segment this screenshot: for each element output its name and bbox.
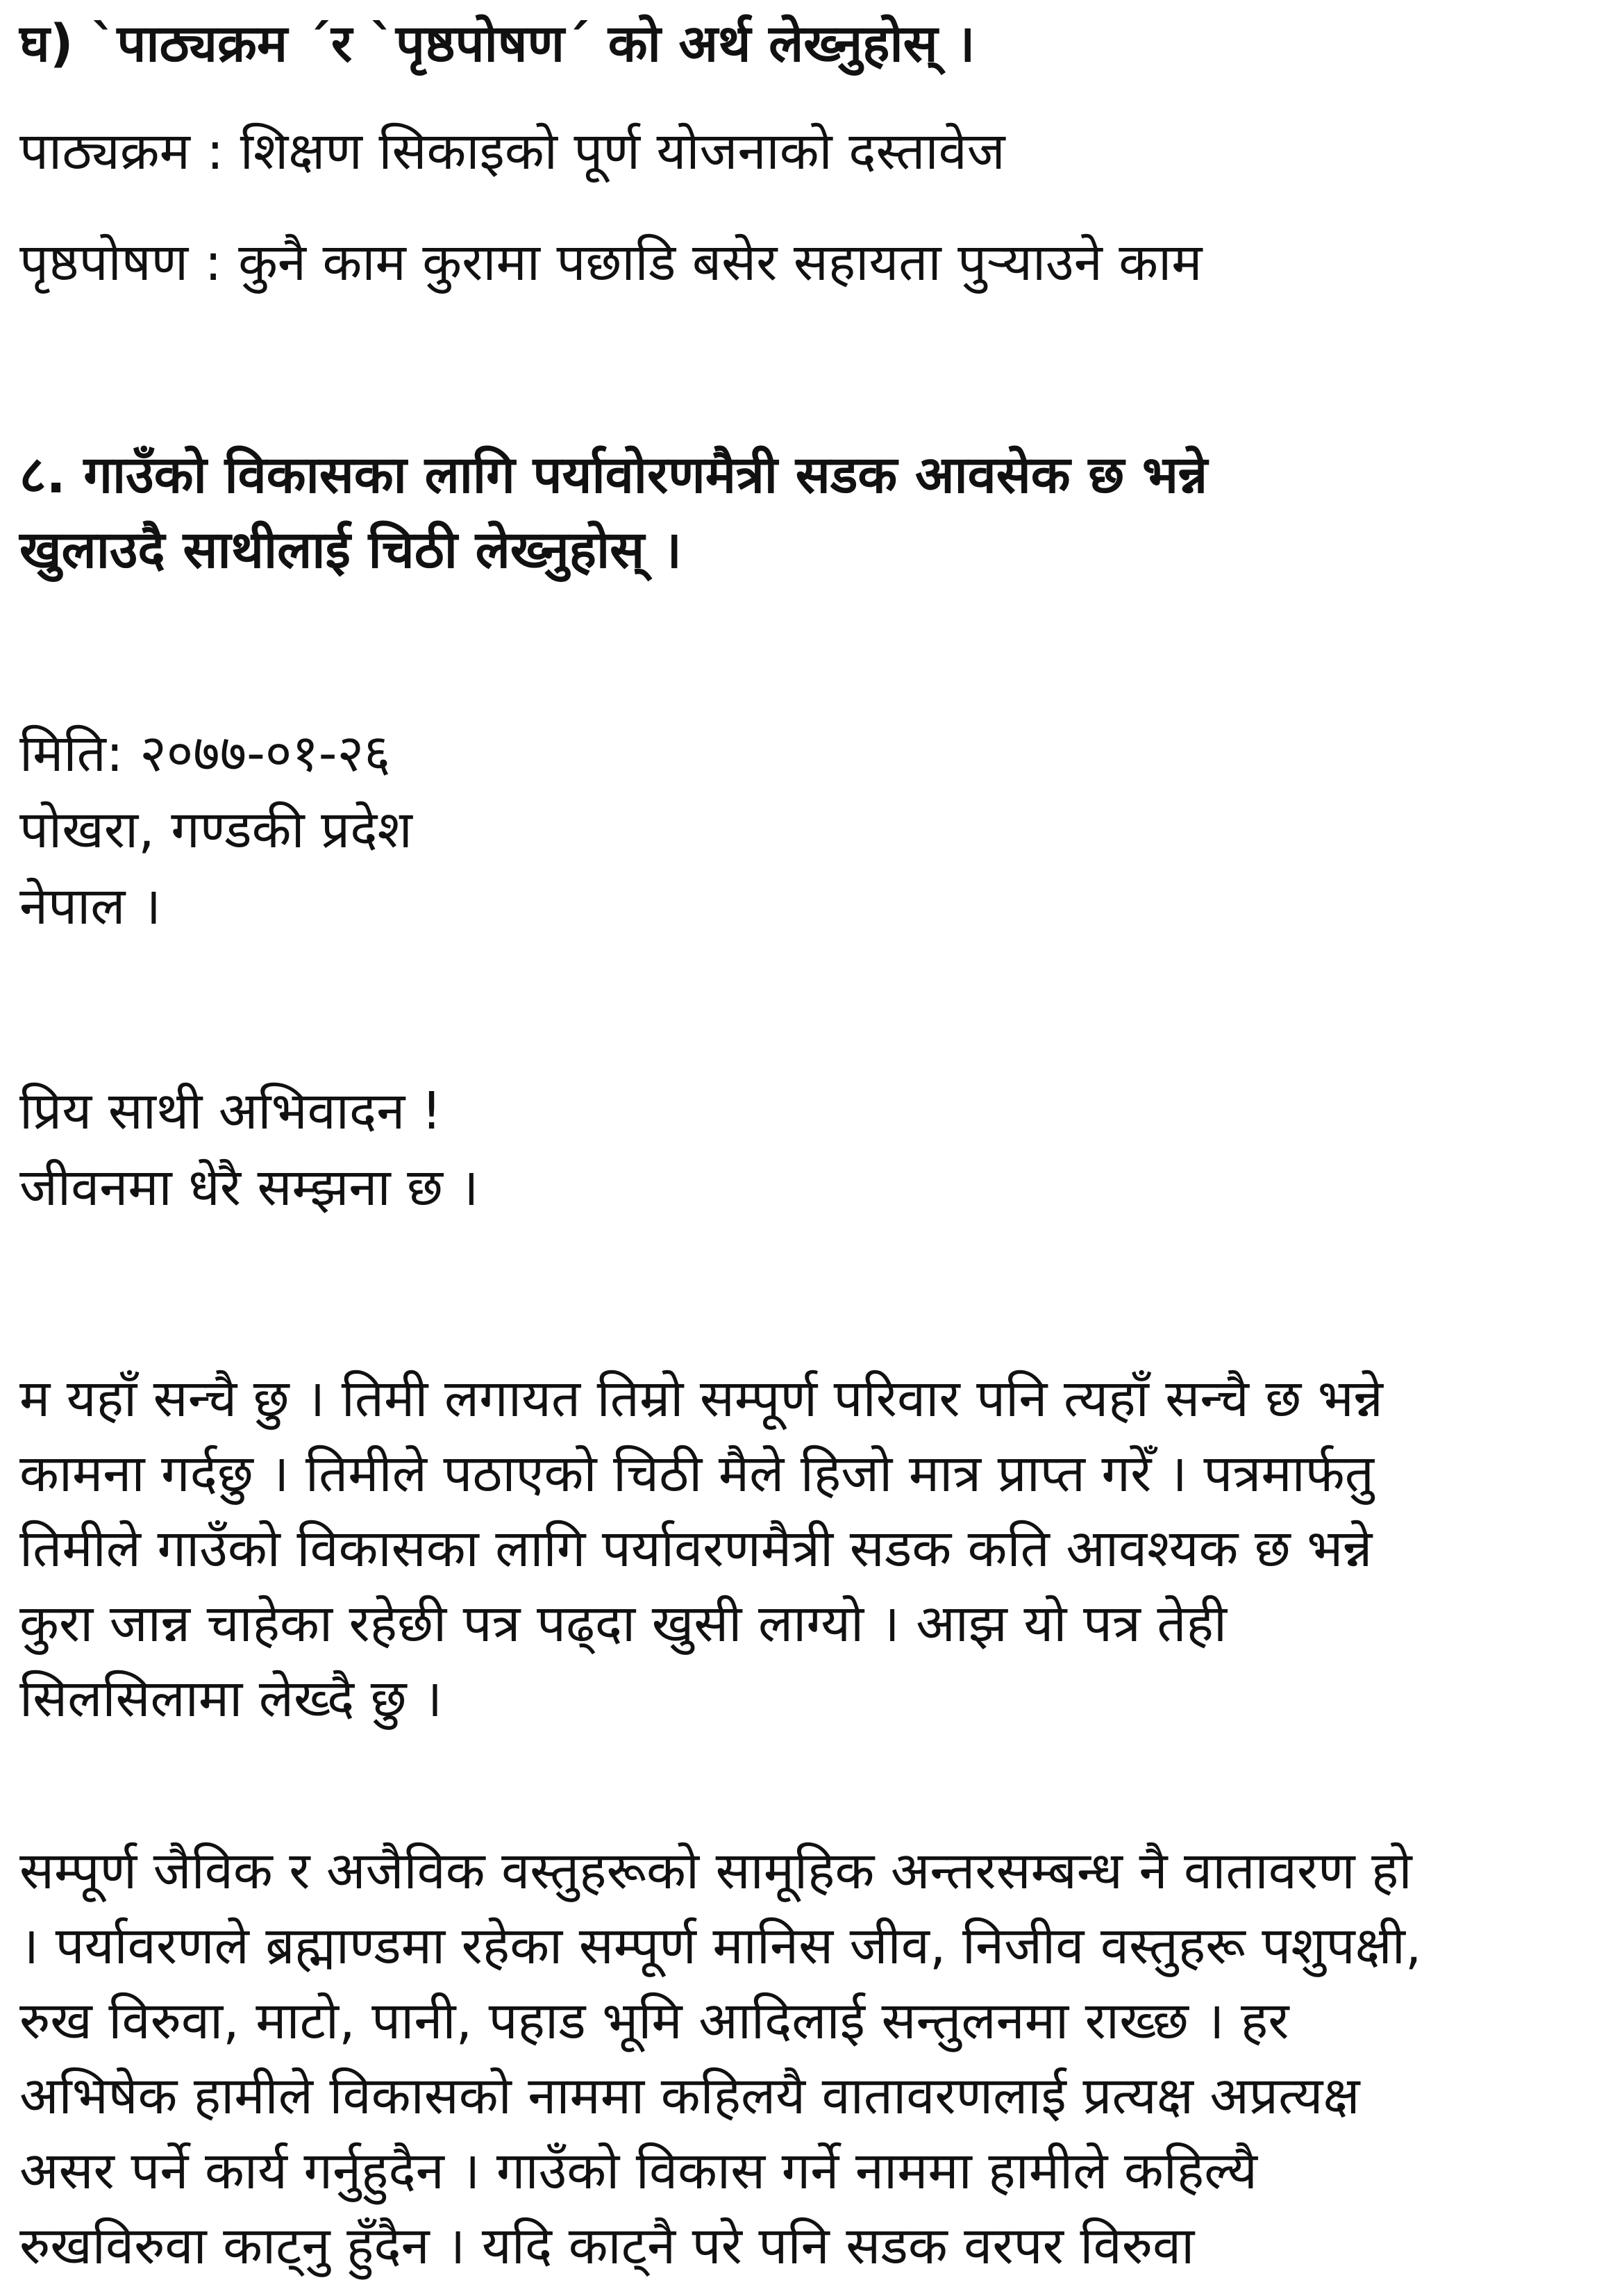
paragraph-line: कुरा जान्न चाहेका रहेछी पत्र पढ्दा खुसी लाग्यो । आझ यो पत्र तेही xyxy=(19,1594,1228,1654)
letter-paragraph-1 xyxy=(19,1361,1383,1736)
letter-country: नेपाल । xyxy=(19,876,162,936)
question-8-heading-line: ८. गाउँको विकासका लागि पर्यावोरणमैत्री सडक आवसेक छ भन्ने xyxy=(19,445,1208,505)
paragraph-line: असर पर्ने कार्य गर्नुहुदैन । गाउँको विकास गर्ने नाममा हामीले कहिल्यै xyxy=(19,2141,1257,2201)
letter-date: मिति: २०७७-०१-२६ xyxy=(19,724,391,783)
paragraph-line: सिलसिलामा लेख्दै छु । xyxy=(19,1669,443,1729)
paragraph-line: म यहाँ सन्चै छु । तिमी लगायत तिम्रो सम्पूर्ण परिवार पनि त्यहाँ सन्चै छ भन्ने xyxy=(19,1369,1383,1429)
letter-paragraph-2 xyxy=(19,1833,1421,2283)
letter-greeting xyxy=(19,1073,479,1226)
question-8-heading xyxy=(19,438,1207,588)
greeting-line: जीवनमा धेरै सम्झना छ । xyxy=(19,1158,479,1217)
question-8-heading-line: खुलाउदै साथीलाई चिठी लेख्नुहोस् । xyxy=(19,520,682,580)
paragraph-line: कामना गर्दछु । तिमीले पठाएको चिठी मैले हिजो मात्र प्राप्त गरेँ । पत्रमार्फतु xyxy=(19,1444,1374,1504)
definition-curriculum: पाठ्यक्रम : शिक्षण सिकाइको पूर्ण योजनाको दस्तावेज xyxy=(19,122,1005,181)
paragraph-line: रुख विरुवा, माटो, पानी, पहाड भूमि आदिलाई सन्तुलनमा राख्छ । हर xyxy=(19,1991,1289,2051)
letter-city: पोखरा, गण्डकी प्रदेश xyxy=(19,800,412,860)
greeting-line: प्रिय साथी अभिवादन ! xyxy=(19,1081,442,1141)
definition-feedback: पृष्ठपोषण : कुनै काम कुरामा पछाडि बसेर सहायता पुऱ्याउने काम xyxy=(19,233,1203,292)
paragraph-line: तिमीले गाउँको विकासका लागि पर्यावरणमैत्री सडक कति आवश्यक छ भन्ने xyxy=(19,1519,1373,1579)
paragraph-line: रुखविरुवा काट्नु हुँदैन । यदि काट्नै परे पनि सडक वरपर विरुवा xyxy=(19,2216,1195,2276)
question-gha-heading: घ) `पाठ्यक्रम ´र `पृष्ठपोषण´ को अर्थ लेख्नुहोस् । xyxy=(19,14,976,74)
paragraph-line: । पर्यावरणले ब्रह्माण्डमा रहेका सम्पूर्ण मानिस जीव, निजीव वस्तुहरू पशुपक्षी, xyxy=(19,1916,1422,1976)
paragraph-line: सम्पूर्ण जैविक र अजैविक वस्तुहरूको सामूहिक अन्तरसम्बन्ध नै वातावरण हो xyxy=(19,1841,1412,1901)
paragraph-line: अभिषेक हामीले विकासको नाममा कहिलयै वातावरणलाई प्रत्यक्ष अप्रत्यक्ष xyxy=(19,2066,1360,2126)
letter-address xyxy=(19,715,412,945)
